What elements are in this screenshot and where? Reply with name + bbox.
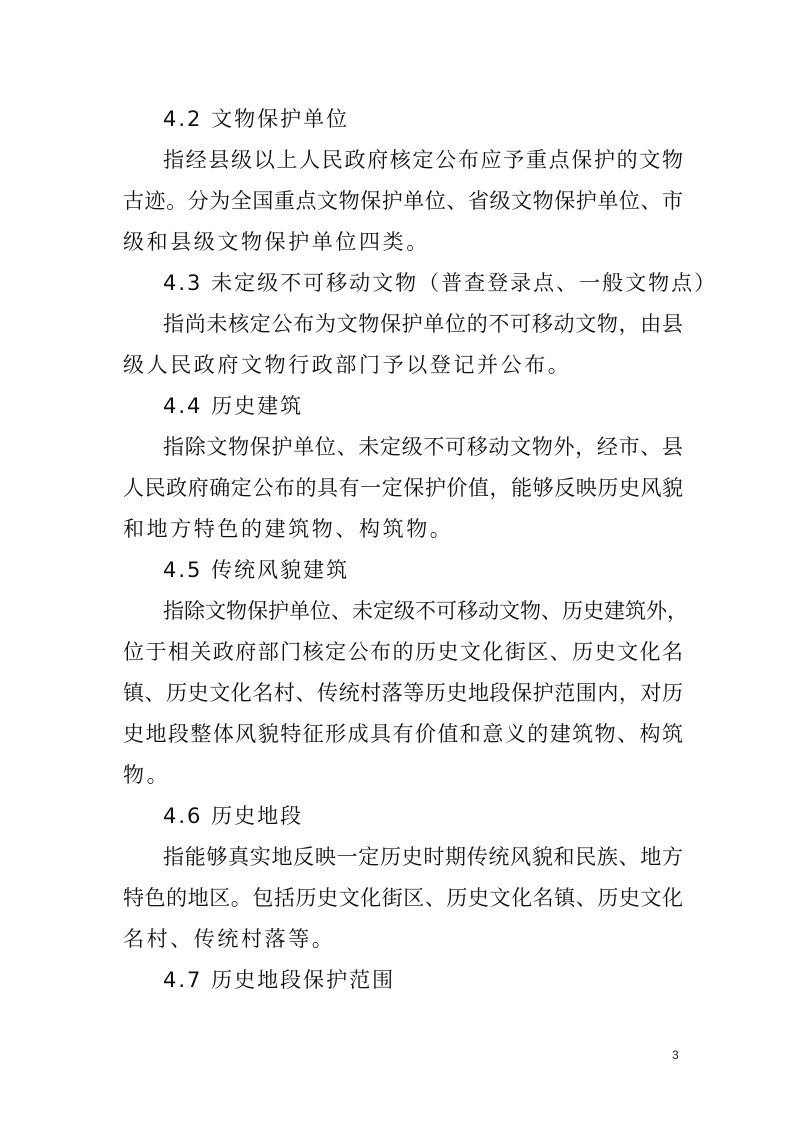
paragraph-line: 级人民政府文物行政部门予以登记并公布。 — [123, 353, 572, 377]
paragraph-line: 指经县级以上人民政府核定公布应予重点保护的文物 — [163, 148, 683, 172]
section-heading: 4.4 历史建筑 — [163, 394, 304, 418]
paragraph-line: 指尚未核定公布为文物保护单位的不可移动文物，由县 — [163, 312, 683, 336]
paragraph-line: 指除文物保护单位、未定级不可移动文物外，经市、县 — [163, 435, 683, 459]
paragraph-line: 和地方特色的建筑物、构筑物。 — [123, 517, 454, 541]
paragraph-line: 史地段整体风貌特征形成具有价值和意义的建筑物、构筑 — [123, 722, 683, 746]
section-heading: 4.7 历史地段保护范围 — [163, 968, 396, 992]
page-number: 3 — [672, 1048, 679, 1062]
paragraph-line: 位于相关政府部门核定公布的历史文化街区、历史文化名 — [123, 640, 683, 664]
paragraph-line: 指能够真实地反映一定历史时期传统风貌和民族、地方 — [163, 845, 683, 869]
section-heading: 4.6 历史地段 — [163, 804, 304, 828]
paragraph-line: 人民政府确定公布的具有一定保护价值，能够反映历史风貌 — [123, 476, 683, 500]
section-heading: 4.3 未定级不可移动文物（普查登录点、一般文物点） — [163, 271, 718, 295]
paragraph-line: 物。 — [123, 763, 171, 787]
paragraph-line: 特色的地区。包括历史文化街区、历史文化名镇、历史文化 — [123, 886, 683, 910]
paragraph-line: 指除文物保护单位、未定级不可移动文物、历史建筑外， — [163, 599, 688, 623]
paragraph-line: 级和县级文物保护单位四类。 — [123, 230, 430, 254]
paragraph-line: 古迹。分为全国重点文物保护单位、省级文物保护单位、市 — [123, 189, 683, 213]
paragraph-line: 镇、历史文化名村、传统村落等历史地段保护范围内，对历 — [123, 681, 683, 705]
section-heading: 4.5 传统风貌建筑 — [163, 558, 350, 582]
paragraph-line: 名村、传统村落等。 — [123, 927, 336, 951]
section-heading: 4.2 文物保护单位 — [163, 107, 350, 131]
